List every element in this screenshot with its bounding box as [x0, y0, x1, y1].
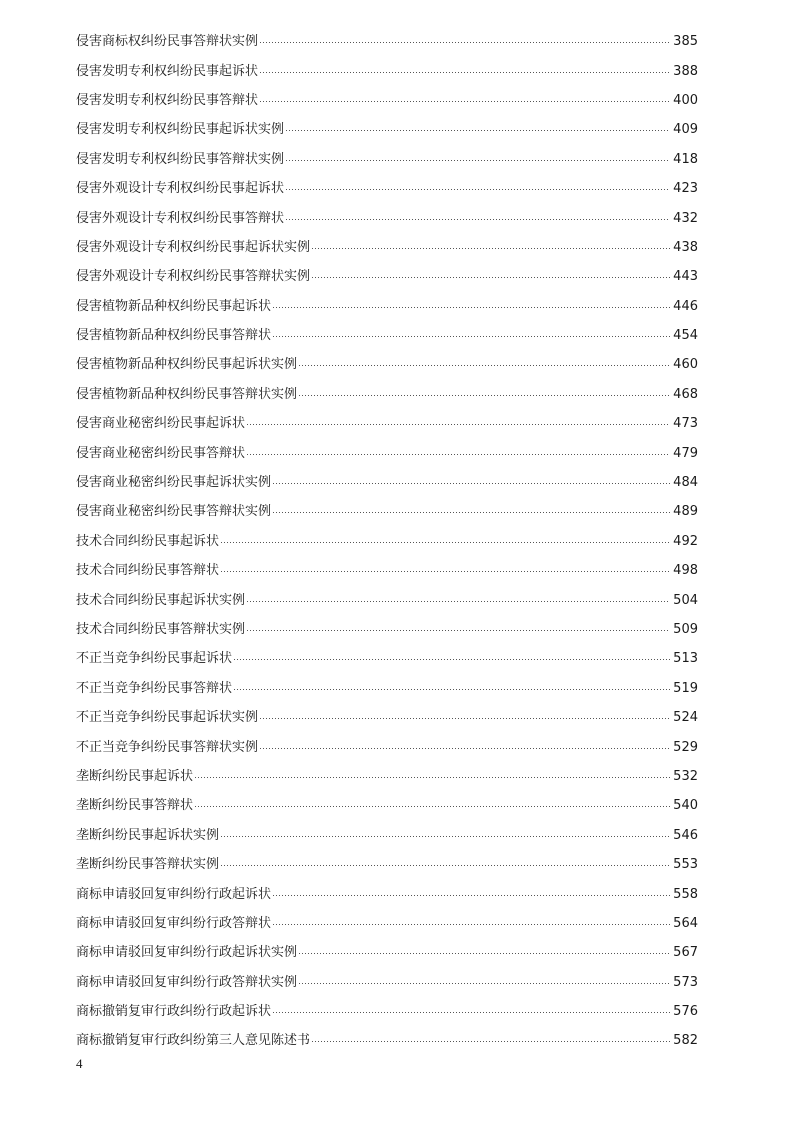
toc-dot-leader — [259, 718, 670, 719]
page-number: 4 — [76, 1056, 83, 1071]
toc-entry[interactable] — [76, 233, 698, 262]
toc-dot-leader — [298, 395, 670, 396]
toc-dot-leader — [233, 689, 670, 690]
toc-entry-page-number[interactable]: 546 — [673, 827, 698, 843]
toc-dot-leader — [272, 483, 670, 484]
toc-dot-leader — [246, 424, 670, 425]
toc-entry-title[interactable]: 侵害商业秘密纠纷民事起诉状 — [76, 416, 246, 432]
toc-entry-page-number[interactable]: 423 — [673, 181, 698, 197]
toc-entry-title[interactable]: 垄断纠纷民事答辩状 — [76, 798, 194, 814]
toc-entry-title[interactable]: 垄断纠纷民事起诉状实例 — [76, 827, 220, 843]
toc-entry-page-number[interactable]: 529 — [673, 739, 698, 755]
toc-dot-leader — [311, 1041, 670, 1042]
toc-entry-title[interactable]: 侵害外观设计专利权纠纷民事答辩状 — [76, 210, 285, 226]
toc-dot-leader — [272, 1012, 670, 1013]
toc-entry-page-number[interactable]: 454 — [673, 328, 698, 344]
toc-entry[interactable] — [76, 997, 698, 1026]
toc-dot-leader — [285, 160, 670, 161]
toc-entry[interactable] — [76, 968, 698, 997]
toc-entry[interactable] — [76, 732, 698, 761]
toc-entry[interactable] — [76, 644, 698, 673]
toc-dot-leader — [311, 277, 670, 278]
toc-entry-page-number[interactable]: 438 — [673, 239, 698, 255]
toc-entry-title[interactable]: 不正当竞争纠纷民事起诉状实例 — [76, 710, 259, 726]
toc-dot-leader — [272, 895, 670, 896]
toc-entry[interactable] — [76, 380, 698, 409]
toc-entry-page-number[interactable]: 576 — [673, 1004, 698, 1020]
toc-entry[interactable] — [76, 145, 698, 174]
toc-entry-title[interactable]: 侵害商业秘密纠纷民事答辩状 — [76, 445, 246, 461]
toc-entry-title[interactable]: 侵害商业秘密纠纷民事答辩状实例 — [76, 504, 272, 520]
toc-entry-page-number[interactable]: 492 — [673, 533, 698, 549]
toc-entry-title[interactable]: 侵害外观设计专利权纠纷民事起诉状实例 — [76, 239, 311, 255]
toc-entry-page-number[interactable]: 489 — [673, 504, 698, 520]
toc-dot-leader — [285, 130, 670, 131]
toc-entry-title[interactable]: 技术合同纠纷民事答辩状实例 — [76, 622, 246, 637]
toc-dot-leader — [259, 101, 670, 102]
toc-dot-leader — [259, 748, 670, 749]
toc-entry-page-number[interactable]: 388 — [673, 63, 698, 79]
toc-entry[interactable] — [76, 938, 698, 967]
toc-entry[interactable] — [76, 527, 698, 556]
toc-entry-page-number[interactable]: 532 — [673, 768, 698, 784]
toc-entry[interactable] — [76, 438, 698, 467]
toc-entry-page-number[interactable]: 509 — [673, 622, 698, 637]
toc-dot-leader — [285, 189, 670, 190]
toc-entry[interactable] — [76, 791, 698, 820]
toc-dot-leader — [298, 365, 670, 366]
toc-entry-title[interactable]: 侵害植物新品种权纠纷民事答辩状实例 — [76, 386, 298, 402]
toc-entry-page-number[interactable]: 468 — [673, 386, 698, 402]
toc-entry-title[interactable]: 侵害植物新品种权纠纷民事答辩状 — [76, 328, 272, 344]
toc-entry[interactable] — [76, 174, 698, 203]
toc-entry-title[interactable]: 技术合同纠纷民事答辩状 — [76, 563, 220, 579]
toc-entry-title[interactable]: 侵害商业秘密纠纷民事起诉状实例 — [76, 475, 272, 491]
toc-entry-page-number[interactable]: 524 — [673, 710, 698, 726]
toc-entry-title[interactable]: 商标申请驳回复审纠纷行政起诉状 — [76, 886, 272, 902]
toc-entry[interactable] — [76, 468, 698, 497]
toc-entry-page-number[interactable]: 473 — [673, 416, 698, 432]
toc-entry[interactable] — [76, 27, 698, 56]
toc-entry-title[interactable]: 技术合同纠纷民事起诉状实例 — [76, 592, 246, 608]
toc-dot-leader — [233, 659, 670, 660]
toc-entry[interactable] — [76, 1026, 698, 1055]
toc-dot-leader — [194, 806, 670, 807]
toc-entry[interactable] — [76, 56, 698, 85]
toc-entry-page-number[interactable]: 432 — [673, 210, 698, 226]
toc-entry-title[interactable]: 商标申请驳回复审纠纷行政答辩状实例 — [76, 974, 298, 990]
toc-entry-page-number[interactable]: 519 — [673, 680, 698, 696]
toc-dot-leader — [272, 307, 670, 308]
toc-entry-page-number[interactable]: 567 — [673, 945, 698, 961]
toc-entry-page-number[interactable]: 513 — [673, 651, 698, 667]
toc-entry-page-number[interactable]: 498 — [673, 563, 698, 579]
toc-entry[interactable] — [76, 497, 698, 526]
toc-dot-leader — [259, 42, 670, 43]
toc-entry[interactable] — [76, 703, 698, 732]
toc-entry-page-number[interactable]: 573 — [673, 974, 698, 990]
toc-dot-leader — [194, 777, 670, 778]
toc-entry-page-number[interactable]: 484 — [673, 475, 698, 491]
toc-entry[interactable] — [76, 909, 698, 938]
toc-entry-page-number[interactable]: 409 — [673, 122, 698, 138]
toc-entry-title[interactable]: 商标撤销复审行政纠纷行政起诉状 — [76, 1004, 272, 1020]
toc-entry-title[interactable]: 侵害发明专利权纠纷民事起诉状实例 — [76, 122, 285, 138]
toc-entry-title[interactable]: 侵害外观设计专利权纠纷民事起诉状 — [76, 181, 285, 197]
toc-entry-title[interactable]: 垄断纠纷民事起诉状 — [76, 768, 194, 784]
toc-dot-leader — [220, 542, 670, 543]
toc-entry-title[interactable]: 不正当竞争纠纷民事起诉状 — [76, 651, 233, 667]
toc-entry-page-number[interactable]: 460 — [673, 357, 698, 373]
toc-dot-leader — [246, 630, 670, 631]
toc-entry[interactable] — [76, 879, 698, 908]
toc-entry[interactable] — [76, 556, 698, 585]
table-of-contents — [76, 27, 698, 1056]
toc-entry[interactable] — [76, 409, 698, 438]
toc-entry[interactable] — [76, 850, 698, 879]
toc-entry-title[interactable]: 垄断纠纷民事答辩状实例 — [76, 857, 220, 873]
toc-entry-title[interactable]: 侵害植物新品种权纠纷民事起诉状 — [76, 298, 272, 314]
toc-dot-leader — [285, 219, 670, 220]
toc-entry-title[interactable]: 不正当竞争纠纷民事答辩状 — [76, 680, 233, 696]
toc-dot-leader — [220, 836, 670, 837]
toc-entry[interactable] — [76, 262, 698, 291]
toc-entry-page-number[interactable]: 446 — [673, 298, 698, 314]
toc-dot-leader — [259, 72, 670, 73]
toc-entry[interactable] — [76, 292, 698, 321]
toc-entry[interactable] — [76, 115, 698, 144]
toc-dot-leader — [272, 512, 670, 513]
toc-entry-title[interactable]: 技术合同纠纷民事起诉状 — [76, 533, 220, 549]
toc-entry[interactable] — [76, 86, 698, 115]
toc-dot-leader — [298, 953, 670, 954]
toc-entry-title[interactable]: 商标申请驳回复审纠纷行政答辩状 — [76, 915, 272, 931]
toc-entry[interactable] — [76, 821, 698, 850]
toc-entry-title[interactable]: 侵害商标权纠纷民事答辩状实例 — [76, 34, 259, 50]
toc-entry[interactable] — [76, 203, 698, 232]
toc-entry-title[interactable]: 商标申请驳回复审纠纷行政起诉状实例 — [76, 945, 298, 961]
toc-dot-leader — [272, 336, 670, 337]
toc-entry-title[interactable]: 侵害发明专利权纠纷民事答辩状实例 — [76, 151, 285, 167]
toc-entry-title[interactable]: 商标撤销复审行政纠纷第三人意见陈述书 — [76, 1033, 311, 1049]
toc-entry-page-number[interactable]: 479 — [673, 445, 698, 461]
toc-dot-leader — [220, 865, 670, 866]
toc-entry[interactable] — [76, 585, 698, 614]
toc-entry-page-number[interactable]: 418 — [673, 151, 698, 167]
toc-entry-title[interactable]: 侵害发明专利权纠纷民事起诉状 — [76, 63, 259, 79]
toc-entry-page-number[interactable]: 564 — [673, 915, 698, 931]
toc-entry-page-number[interactable]: 582 — [673, 1033, 698, 1049]
toc-entry-page-number[interactable]: 558 — [673, 886, 698, 902]
toc-entry[interactable] — [76, 674, 698, 703]
toc-entry-title[interactable]: 侵害发明专利权纠纷民事答辩状 — [76, 92, 259, 108]
toc-entry-page-number[interactable]: 553 — [673, 857, 698, 873]
toc-entry-title[interactable]: 不正当竞争纠纷民事答辩状实例 — [76, 739, 259, 755]
toc-entry-page-number[interactable]: 504 — [673, 592, 698, 608]
toc-entry-page-number[interactable]: 400 — [673, 92, 698, 108]
toc-dot-leader — [311, 248, 670, 249]
toc-entry-page-number[interactable]: 443 — [673, 269, 698, 285]
toc-entry-page-number[interactable]: 385 — [673, 34, 698, 50]
toc-entry[interactable] — [76, 350, 698, 379]
toc-dot-leader — [272, 924, 670, 925]
toc-dot-leader — [246, 454, 670, 455]
toc-entry-title[interactable]: 侵害植物新品种权纠纷民事起诉状实例 — [76, 357, 298, 373]
toc-entry-title[interactable]: 侵害外观设计专利权纠纷民事答辩状实例 — [76, 269, 311, 285]
toc-dot-leader — [298, 983, 670, 984]
toc-entry[interactable] — [76, 762, 698, 791]
toc-dot-leader — [246, 601, 670, 602]
toc-entry[interactable] — [76, 615, 698, 644]
toc-entry[interactable] — [76, 321, 698, 350]
toc-entry-page-number[interactable]: 540 — [673, 798, 698, 814]
toc-dot-leader — [220, 571, 670, 572]
